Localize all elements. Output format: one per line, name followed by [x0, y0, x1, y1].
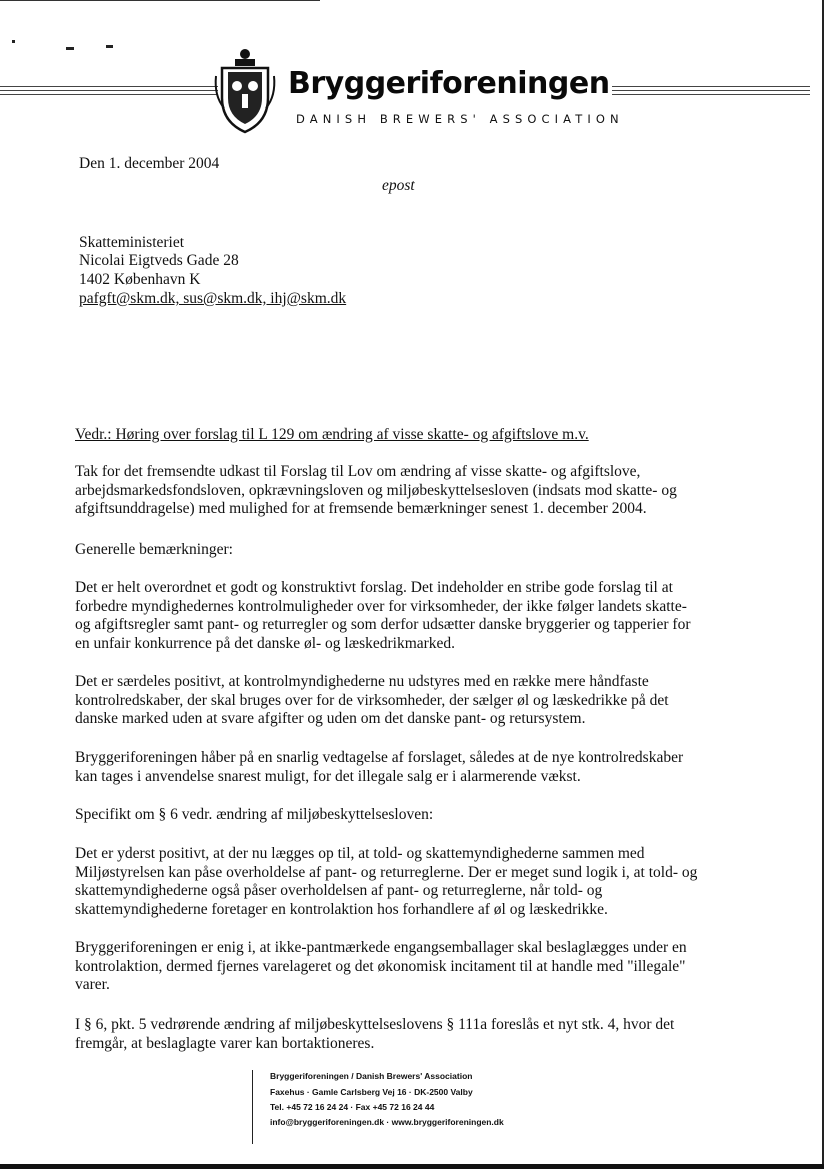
body-paragraph: Det er yderst positivt, at der nu lægges op til, at told- og skattemyndighederne sammen med Miljøstyrelsen kan påse overholdelse af pant- og returreglerne. Der er meget sund logik i, at told- og skattemyndighederne også påser overholdelsen af pant- og returreglerne, når told- og skattemyndighederne foretager en kontrolaktion hos forhandlere af øl og læskedrikke. [75, 845, 698, 919]
recipient-city: 1402 København K [79, 271, 201, 288]
body-paragraph: Bryggeriforeningen er enig i, at ikke-pantmærkede engangsemballager skal beslaglægges under en kontrolaktion, dermed fjernes varelageret og det økonomisk incitament til at handle med "illegale" varer. [75, 939, 687, 994]
section-heading: Generelle bemærkninger: [75, 541, 233, 558]
crest-logo [212, 46, 278, 136]
body-paragraph: Det er helt overordnet et godt og konstruktivt forslag. Det indeholder en stribe gode forslag til at forbedre myndighedernes kontrolmuligheder over for virksomheder, der ikke følger landets skatte- og afgiftsregler samt pant- og returregler og som derfor udsætter danske bryggerier og tapperier for en unfair konkurrence på det danske øl- og læskedrikmarked. [75, 579, 691, 653]
delivery-method: epost [382, 177, 415, 194]
letterhead-rule-right [612, 94, 810, 95]
scan-border-bottom [0, 1164, 824, 1169]
recipient-name: Skatteministeriet [79, 234, 185, 251]
body-paragraph: Det er særdeles positivt, at kontrolmyndighederne nu udstyres med en række mere håndfaste kontrolredskaber, der skal bruges over for de virksomheder, der sælger øl og læskedrikke på det danske marked uden at svare afgifter og uden om det danske pant- og retursystem. [75, 673, 669, 728]
body-paragraph: Bryggeriforeningen håber på en snarlig vedtagelse af forslaget, således at de nye kontrolredskaber kan tages i anvendelse snarest muligt, for det illegale salg er i alarmerende vækst. [75, 749, 684, 785]
letterhead-rule-left [0, 94, 218, 95]
scan-mark [66, 47, 74, 50]
footer-divider [252, 1070, 253, 1144]
section-heading: Specifikt om § 6 vedr. ændring af miljøbeskyttelsesloven: [75, 806, 434, 823]
body-paragraph: I § 6, pkt. 5 vedrørende ændring af miljøbeskyttelseslovens § 111a foreslås et nyt stk. 4, hvor det fremgår, at beslaglagte varer kan bortaktioneres. [75, 1016, 675, 1052]
letter-date: Den 1. december 2004 [79, 155, 220, 172]
footer-phone: Tel. +45 72 16 24 24 · Fax +45 72 16 24 44 [270, 1102, 435, 1112]
footer-address: Faxehus · Gamle Carlsberg Vej 16 · DK-2500 Valby [270, 1087, 473, 1097]
org-name-heading: Bryggeriforeningen [288, 66, 610, 101]
footer-org: Bryggeriforeningen / Danish Brewers' Association [270, 1071, 473, 1081]
scan-mark [106, 45, 113, 48]
scan-border-top [0, 0, 320, 1]
letterhead-rule-left [0, 86, 218, 87]
letter-subject: Vedr.: Høring over forslag til L 129 om ændring af visse skatte- og afgiftslove m.v. [75, 426, 589, 443]
scan-mark [12, 40, 15, 43]
recipient-street: Nicolai Eigtveds Gade 28 [79, 252, 239, 269]
letterhead-rule-right [612, 86, 810, 87]
letterhead-rule-right [612, 90, 810, 91]
recipient-emails[interactable]: pafgft@skm.dk, sus@skm.dk, ihj@skm.dk [79, 290, 347, 307]
org-subtitle: DANISH BREWERS' ASSOCIATION [296, 112, 624, 126]
footer-contact[interactable]: info@bryggeriforeningen.dk · www.bryggeriforeningen.dk [270, 1117, 504, 1127]
body-paragraph: Tak for det fremsendte udkast til Forslag til Lov om ændring af visse skatte- og afgiftslove, arbejdsmarkedsfondsloven, opkrævningsloven og miljøbeskyttelsesloven (indsats mod skatte- og afgiftsunddragelse) med mulighed for at fremsende bemærkninger senest 1. december 2004. [75, 463, 677, 518]
letterhead-rule-left [0, 90, 218, 91]
